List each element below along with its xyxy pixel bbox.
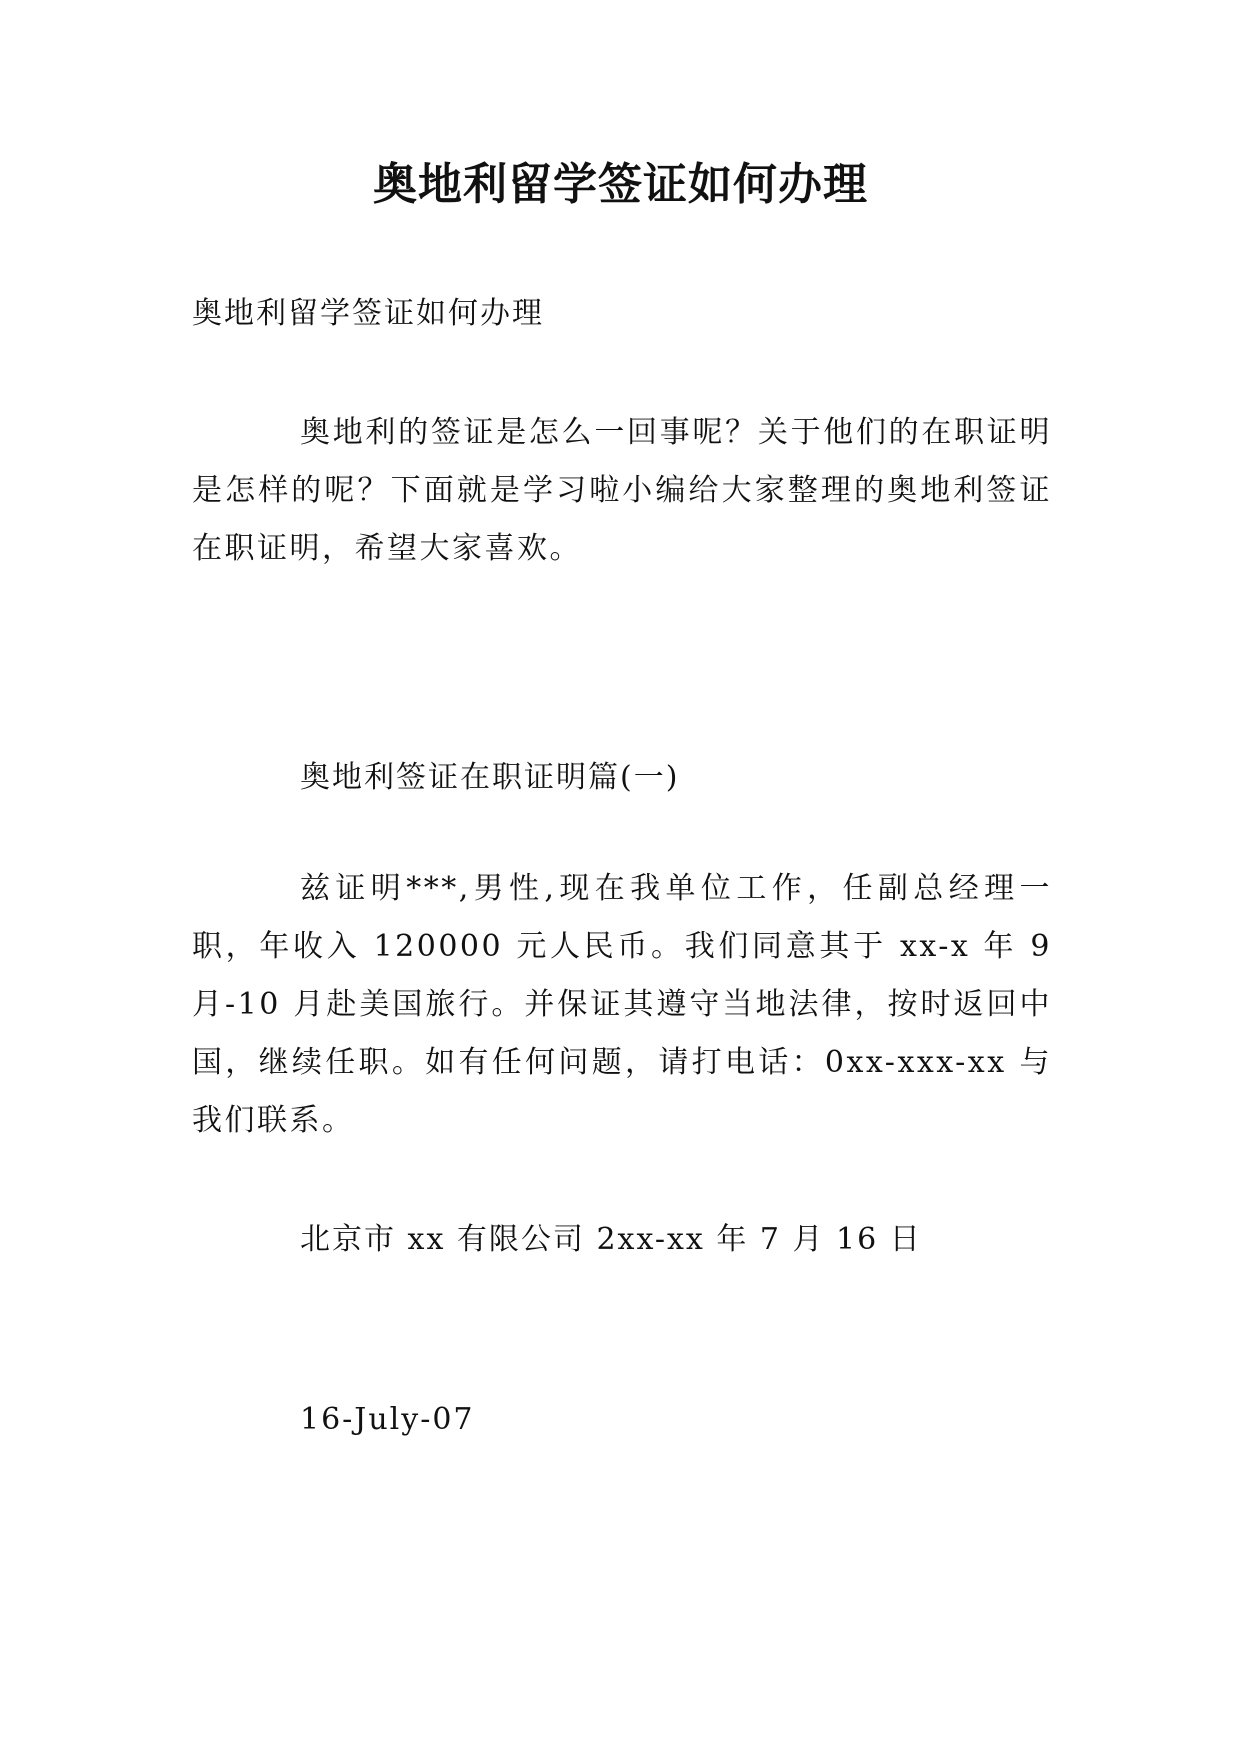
section-heading: 奥地利签证在职证明篇(一): [300, 760, 680, 795]
signature-line: 北京市 xx 有限公司 2xx-xx 年 7 月 16 日: [300, 1222, 922, 1257]
certificate-body: 兹证明***,男性,现在我单位工作，任副总经理一职，年收入 120000 元人民币。我们同意其于 xx-x 年 9 月-10 月赴美国旅行。并保证其遵守当地法律，按时返回中国，继续任职。如有任何问题，请打电话：0xx-xxx-xx 与我们联系。: [192, 871, 1052, 1138]
english-date: 16-July-07: [300, 1402, 475, 1437]
intro-paragraph: 奥地利的签证是怎么一回事呢？关于他们的在职证明是怎样的呢？下面就是学习啦小编给大家整理的奥地利签证在职证明，希望大家喜欢。: [192, 415, 1052, 566]
document-subtitle: 奥地利留学签证如何办理: [192, 296, 544, 331]
document-title: 奥地利留学签证如何办理: [373, 159, 868, 210]
